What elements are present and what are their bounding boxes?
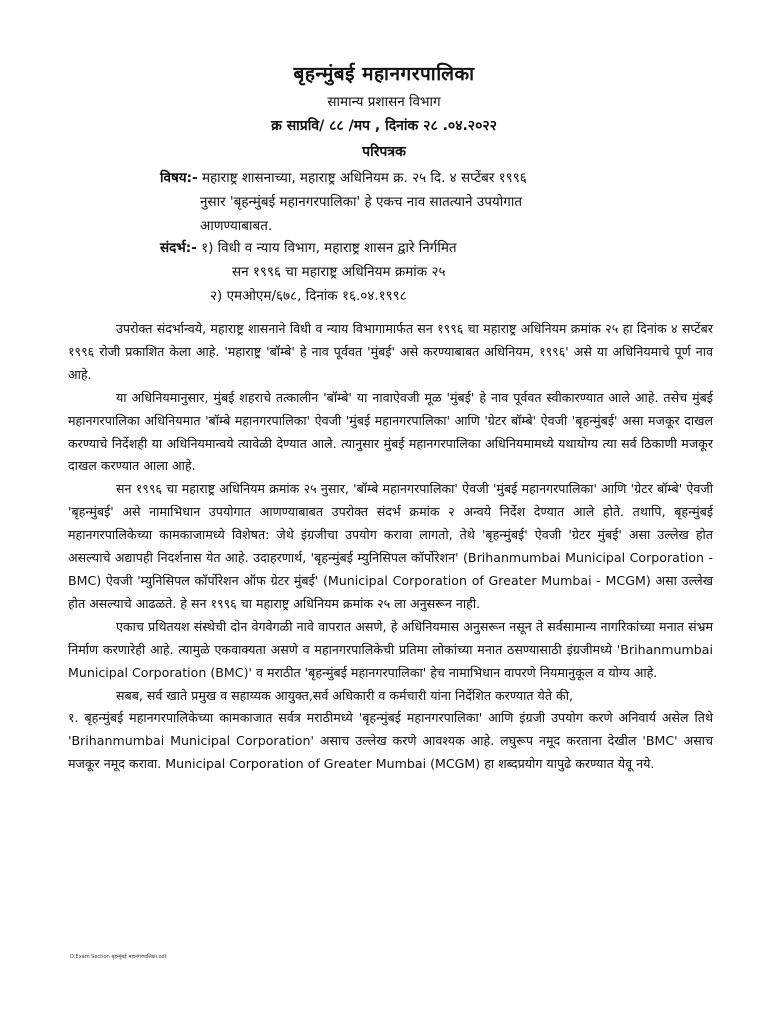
paragraph-6: १. बृहन्मुंबई महानगरपालिकेच्या कामकाजात सर्वत्र मराठीमध्ये 'बृहन्मुंबई महानगरपालिका' आणि इंग्रजी उपयोग करणे अनिवार्य असेल तिथे 'Brihanmumbai Municipal Corporation' असाच उल्लेख करणे आवश्यक आहे. लघुरूप नमूद करताना देखील 'BMC' असाच मजकूर नमूद करावा. Municipal Corporation of Greater Mumbai (MCGM) हा शब्दप्रयोग यापुढे करण्यात येवू नये.: [68, 710, 713, 772]
reference-1-line-2: सन १९९६ चा महाराष्ट्र अधिनियम क्रमांक २५: [232, 264, 446, 280]
file-path-footer: D:Exam Section बृहन्मुंबई महानगरपालिका.odt: [70, 954, 167, 960]
reference-number: क्र साप्रवि/ ८८ /मप , दिनांक २८ .०४.२०२२: [271, 118, 497, 134]
subject-block: [160, 166, 680, 238]
reference-1-line-1: १) विधी व न्याय विभाग, महाराष्ट्र शासन द्वारे निर्गमित: [201, 240, 457, 256]
document-body: [68, 318, 713, 776]
department-name: सामान्य प्रशासन विभाग: [327, 94, 441, 110]
paragraph-1: उपरोक्त संदर्भान्वये, महाराष्ट्र शासनाने विधी व न्याय विभागामार्फत सन १९९६ चा महाराष्ट्र अधिनियम क्रमांक २५ हा दिनांक ४ सप्टेंबर १९९६ रोजी प्रकाशित केला आहे. 'महाराष्ट्र 'बॉम्बे' हे नाव पूर्ववत 'मुंबई' असे करण्याबाबत अधिनियम, १९९६' असे या अधिनियमाचे पूर्ण नाव आहे.: [68, 321, 713, 382]
paragraph-3: सन १९९६ चा महाराष्ट्र अधिनियम क्रमांक २५ नुसार, 'बॉम्बे महानगरपालिका' ऐवजी 'मुंबई महानगरपालिका' आणि 'ग्रेटर बॉम्बे' ऐवजी 'बृहन्मुंबई' असे नामाभिधान उपयोगात आणण्याबाबत उपरोक्त संदर्भ क्रमांक २ अन्वये निर्देश देण्यात आले होते. तथापि, बृहन्मुंबई महानगरपालिकेच्या कामकाजामध्ये विशेषत: जेथे इंग्रजीचा उपयोग करावा लागतो, तेथे 'बृहन्मुंबई' ऐवजी 'ग्रेटर मुंबई' असा उल्लेख होत असल्याचे अद्यापही निदर्शनास येत आहे. उदाहरणार्थ, 'बृहन्मुंबई म्युनिसिपल कॉर्पोरेशन' (Brihanmumbai Municipal Corporation - BMC) ऐवजी 'म्युनिसिपल कॉर्पोरेशन ऑफ ग्रेटर मुंबई' (Municipal Corporation of Greater Mumbai - MCGM) असा उल्लेख होत असल्याचे आढळते. हे सन १९९६ चा महाराष्ट्र अधिनियम क्रमांक २५ ला अनुसरून नाही.: [68, 481, 713, 611]
subject-label: विषय:-: [160, 170, 198, 186]
reference-2: २) एमओएम/६७८, दिनांक १६.०४.१९९८: [210, 288, 407, 304]
paragraph-5: सबब, सर्व खाते प्रमुख व सहाय्यक आयुक्त,सर्व अधिकारी व कर्मचारी यांना निर्देशित करण्यात येते की,: [116, 687, 573, 703]
references-block: [160, 236, 680, 308]
document-title: बृहन्मुंबई महानगरपालिका: [293, 63, 475, 85]
references-label: संदर्भ:-: [160, 240, 197, 256]
subject-line-3: आणण्याबाबत.: [200, 218, 273, 234]
paragraph-2: या अधिनियमानुसार, मुंबई शहराचे तत्कालीन 'बॉम्बे' या नावाऐवजी मूळ 'मुंबई' हे नाव पूर्ववत स्वीकारण्यात आले आहे. तसेच मुंबई महानगरपालिका अधिनियमात 'बॉम्बे महानगरपालिका' ऐवजी 'मुंबई महानगरपालिका' आणि 'ग्रेटर बॉम्बे' ऐवजी 'बृहन्मुंबई' असा मजकूर दाखल करण्याचे निर्देशही या अधिनियमान्वये त्यावेळी देण्यात आले. त्यानुसार मुंबई महानगरपालिका अधिनियमामध्ये यथायोग्य त्या सर्व ठिकाणी मजकूर दाखल करण्यात आला आहे.: [68, 389, 713, 474]
subject-line-1: महाराष्ट्र शासनाच्या, महाराष्ट्र अधिनियम क्र. २५ दि. ४ सप्टेंबर १९९६: [201, 170, 527, 186]
paragraph-4: एकाच प्रथितयश संस्थेची दोन वेगवेगळी नावे वापरात असणे, हे अधिनियमास अनुसरून नसून ते सर्वसामान्य नागरिकांच्या मनात संभ्रम निर्माण करणारेही आहे. त्यामुळे एकवाक्यता असणे व महानगरपालिकेची प्रतिमा लोकांच्या मनात ठसण्यासाठी इंग्रजीमध्ये 'Brihanmumbai Municipal Corporation (BMC)' व मराठीत 'बृहन्मुंबई महानगरपालिका' हेच नामाभिधान वापरणे नियमानुकूल व योग्य आहे.: [68, 618, 713, 680]
subject-line-2: नुसार 'बृहन्मुंबई महानगरपालिका' हे एकच नाव सातत्याने उपयोगात: [200, 194, 523, 210]
document-type: परिपत्रक: [362, 144, 406, 160]
